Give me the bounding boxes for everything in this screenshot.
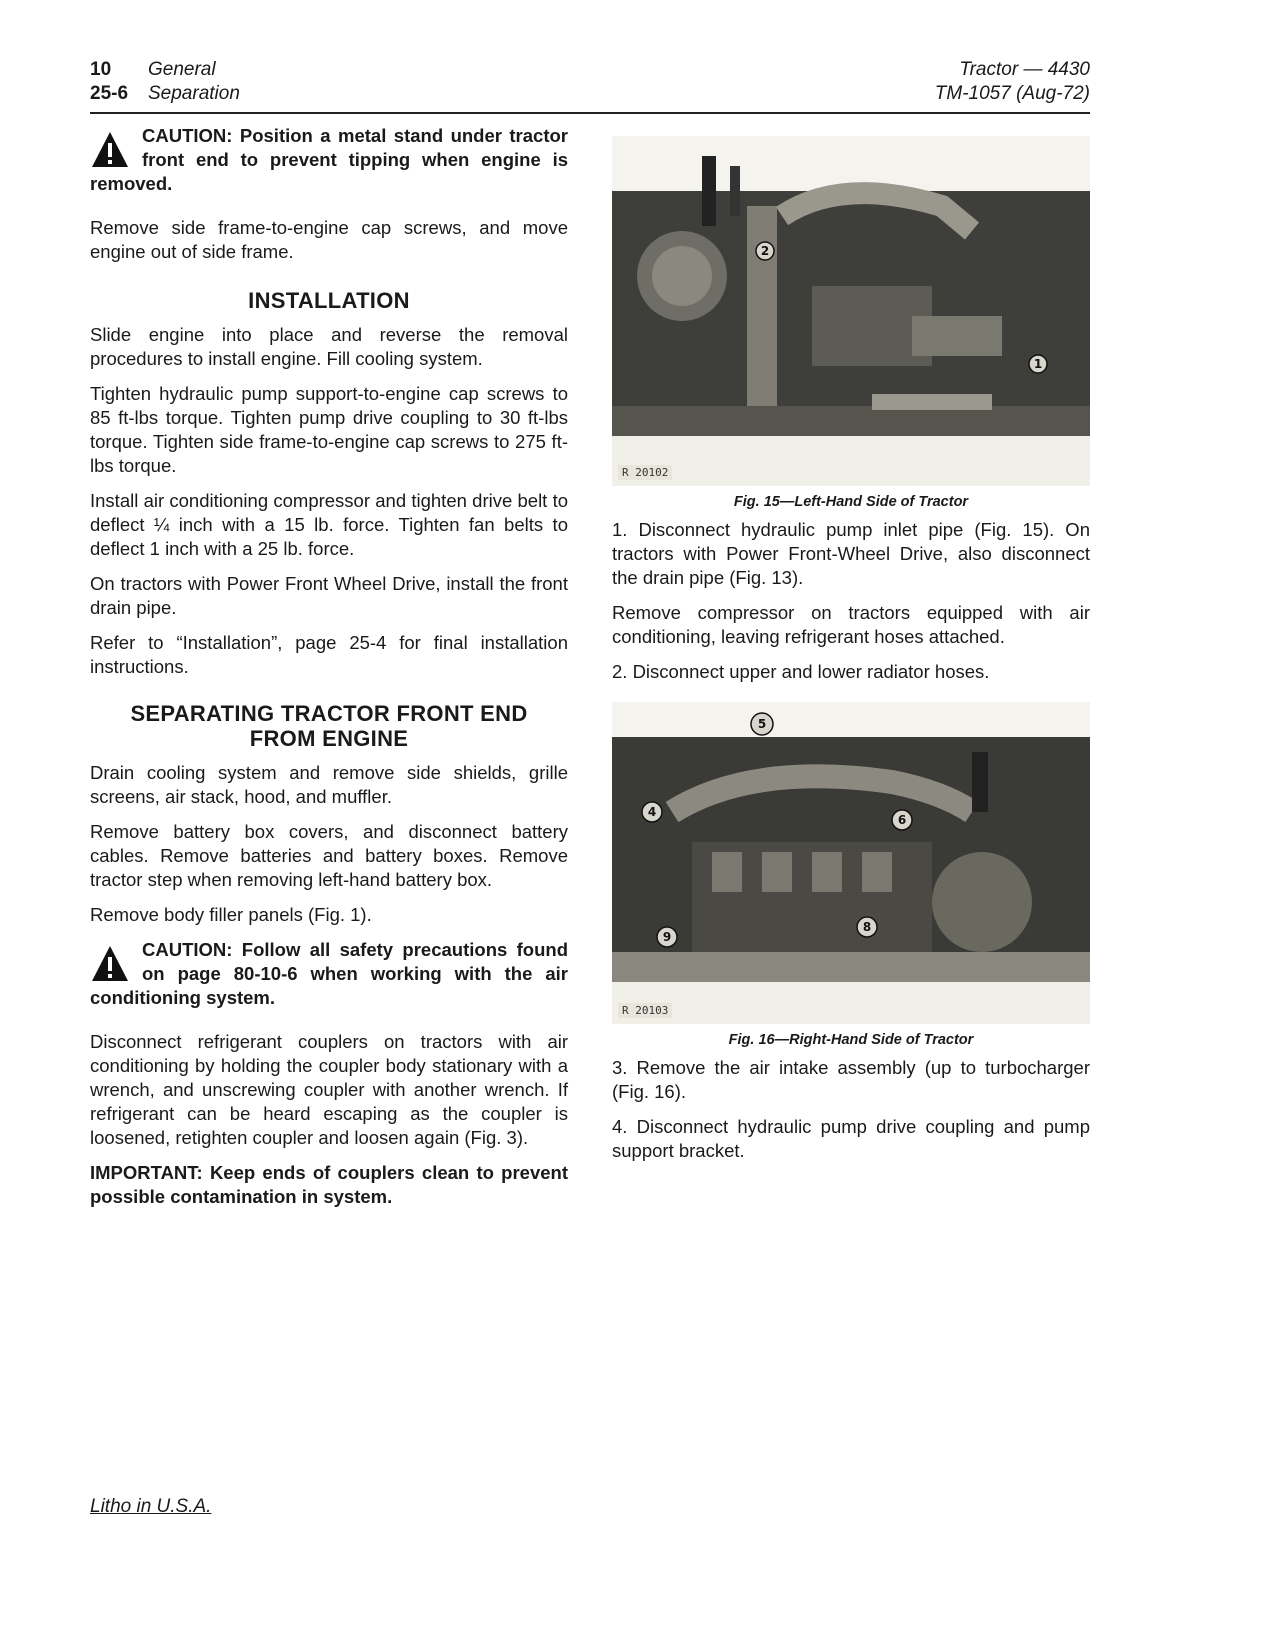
step-text: 3. Remove the air intake assembly (up to turbocharger (Fig. 16). [612,1057,1090,1102]
figure-code: R 20102 [618,465,672,480]
engine-right-side-illustration [612,702,1090,1024]
para-remove-screws: Remove side frame-to-engine cap screws, and move engine out of side frame. [90,217,568,262]
step-text: 4. Disconnect hydraulic pump drive coupling and pump support bracket. [612,1116,1090,1161]
manual-label: TM-1057 (Aug-72) [934,83,1090,104]
section-code: 25-6 [90,83,129,104]
caution-block-1 [90,124,568,196]
installation-heading: INSTALLATION [248,288,410,313]
engine-left-side-illustration [612,136,1090,486]
separating-para: Remove body filler panels (Fig. 1). [90,904,372,925]
figure-code: R 20103 [618,1003,672,1018]
figure-16-caption: Fig. 16—Right-Hand Side of Tractor [728,1032,974,1048]
header-left [90,58,240,106]
separating-para: Drain cooling system and remove side shields, grille screens, air stack, hood, and muffler. [90,762,568,807]
callout-5: 5 [757,717,767,731]
right-column [612,136,1090,1174]
callout-4: 4 [647,805,657,819]
separating-heading: SEPARATING TRACTOR FRONT END FROM ENGINE [130,701,528,751]
warning-icon [90,944,130,984]
callout-6: 6 [897,813,907,827]
header-right [935,58,1090,106]
install-para: On tractors with Power Front Wheel Drive, install the front drain pipe. [90,573,568,618]
warning-icon [90,130,130,170]
callout-1: 1 [1033,357,1043,371]
figure-15-caption: Fig. 15—Left-Hand Side of Tractor [733,494,969,510]
figure-15-photo [612,136,1090,486]
left-column [90,124,568,1220]
model-label: Tractor — 4430 [959,59,1090,80]
caution-block-2 [90,938,568,1010]
figure-16-photo [612,702,1090,1024]
section-title: General [148,59,216,80]
callout-9: 9 [662,930,672,944]
step-text: 1. Disconnect hydraulic pump inlet pipe (Fig. 15). On tractors with Power Front-Wheel Drive, also disconnect the drain pipe (Fig. 13). [612,519,1090,588]
callout-8: 8 [862,920,872,934]
step-text: 2. Disconnect upper and lower radiator hoses. [612,661,990,682]
install-para: Refer to “Installation”, page 25-4 for final installation instructions. [90,632,568,677]
footer-litho: Litho in U.S.A. [90,1496,212,1517]
step-text: Remove compressor on tractors equipped with air conditioning, leaving refrigerant hoses attached. [612,602,1090,647]
header-divider [90,112,1090,114]
para-couplers: Disconnect refrigerant couplers on tractors with air conditioning by holding the coupler body stationary with a wrench, and unscrewing coupler with another wrench. If refrigerant can be heard escaping as the coupler is loosened, retighten coupler and loosen again (Fig. 3). [90,1031,568,1148]
callout-2: 2 [760,244,770,258]
install-para: Install air conditioning compressor and tighten drive belt to deflect ¼ inch with a 15 lb. force. Tighten fan belts to deflect 1 inch with a 25 lb. force. [90,490,568,559]
page-header [90,58,1090,110]
page-number: 10 [90,59,112,80]
install-para: Slide engine into place and reverse the removal procedures to install engine. Fill cooling system. [90,324,568,369]
install-para: Tighten hydraulic pump support-to-engine cap screws to 85 ft-lbs torque. Tighten pump drive coupling to 30 ft-lbs torque. Tighten side frame-to-engine cap screws to 275 ft-lbs torque. [90,383,568,476]
caution-text-2: CAUTION: Follow all safety precautions found on page 80-10-6 when working with the air conditioning system. [90,939,568,1008]
separating-para: Remove battery box covers, and disconnect battery cables. Remove batteries and battery boxes. Remove tractor step when removing left-hand battery box. [90,821,568,890]
important-note: IMPORTANT: Keep ends of couplers clean to prevent possible contamination in system. [90,1162,568,1207]
caution-text-1: CAUTION: Position a metal stand under tractor front end to prevent tipping when engine is removed. [90,125,568,194]
section-subtitle: Separation [148,83,240,104]
